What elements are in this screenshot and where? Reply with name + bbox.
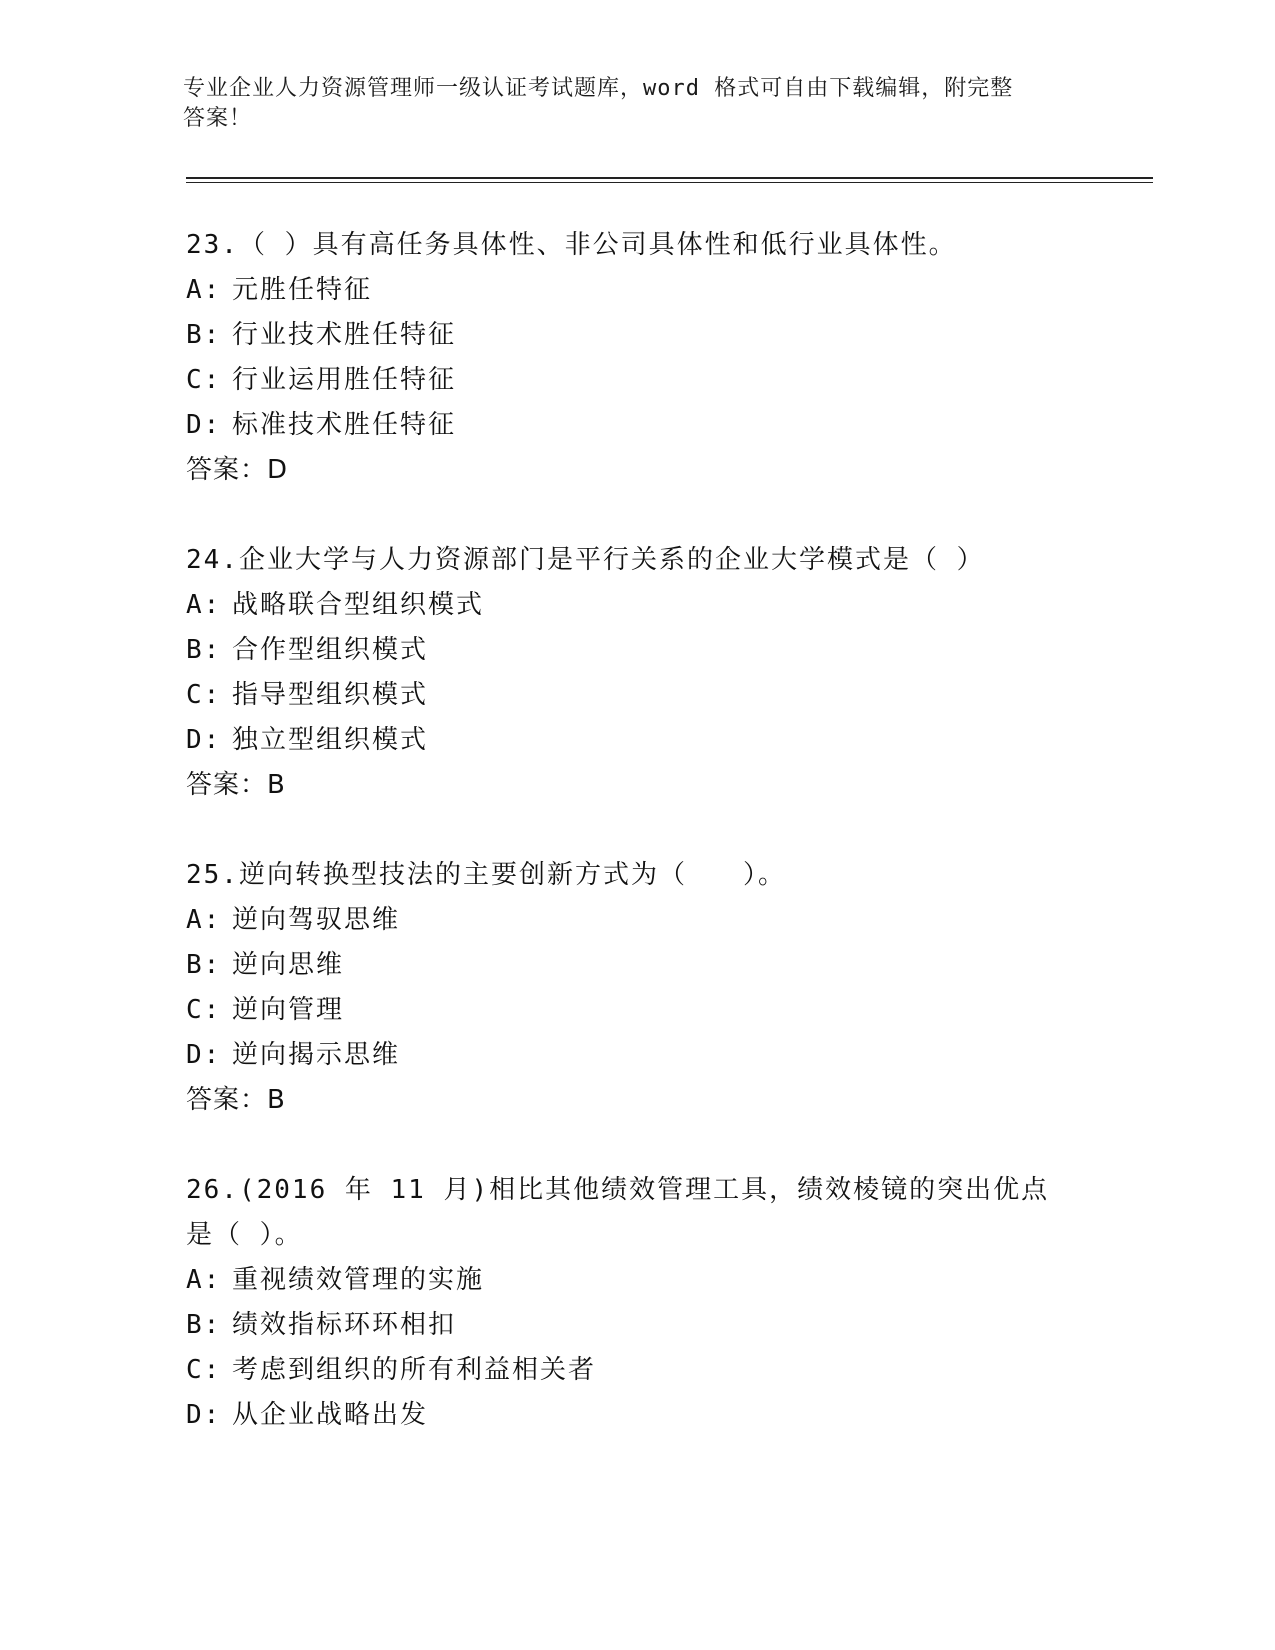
option-text: 标准技术胜任特征 (232, 410, 457, 440)
option-c (186, 673, 1086, 718)
option-a (186, 583, 1086, 628)
option-text: 合作型组织模式 (232, 635, 429, 665)
option-key: D: (186, 1040, 222, 1070)
header-divider-thin (186, 182, 1153, 183)
answer-line: 答案：B (186, 770, 286, 800)
question-text: 24.企业大学与人力资源部门是平行关系的企业大学模式是（ ） (186, 545, 985, 575)
option-text: 考虑到组织的所有利益相关者 (232, 1355, 597, 1385)
answer-line: 答案：B (186, 1085, 286, 1115)
option-d (186, 403, 1086, 448)
header-divider-thick (186, 177, 1153, 179)
option-b (186, 313, 1086, 358)
option-key: A: (186, 275, 222, 305)
option-text: 重视绩效管理的实施 (232, 1265, 485, 1295)
option-key: C: (186, 365, 222, 395)
question-text: 26.(2016 年 11 月)相比其他绩效管理工具，绩效棱镜的突出优点是（ ）。 (186, 1175, 1050, 1250)
header-line-2: 答案！ (183, 106, 253, 131)
option-key: B: (186, 1310, 222, 1340)
option-b (186, 943, 1086, 988)
option-key: B: (186, 635, 222, 665)
question-23 (186, 223, 1086, 493)
option-text: 元胜任特征 (232, 275, 373, 305)
option-key: B: (186, 320, 222, 350)
question-26 (186, 1168, 1086, 1438)
option-text: 从企业战略出发 (232, 1400, 429, 1430)
option-key: A: (186, 1265, 222, 1295)
option-text: 逆向思维 (232, 950, 345, 980)
option-key: C: (186, 680, 222, 710)
option-key: C: (186, 1355, 222, 1385)
option-c (186, 1348, 1086, 1393)
question-text: 25.逆向转换型技法的主要创新方式为（ ）。 (186, 860, 786, 890)
option-key: C: (186, 995, 222, 1025)
option-key: B: (186, 950, 222, 980)
option-a (186, 898, 1086, 943)
option-key: A: (186, 905, 222, 935)
question-text: 23.（ ）具有高任务具体性、非公司具体性和低行业具体性。 (186, 230, 957, 260)
option-text: 行业技术胜任特征 (232, 320, 457, 350)
option-b (186, 1303, 1086, 1348)
option-text: 行业运用胜任特征 (232, 365, 457, 395)
answer-line: 答案：D (186, 455, 289, 485)
option-d (186, 1033, 1086, 1078)
header-line-1: 专业企业人力资源管理师一级认证考试题库，word 格式可自由下载编辑，附完整 (183, 76, 1014, 101)
option-key: D: (186, 1400, 222, 1430)
document-header (183, 74, 1083, 134)
option-c (186, 988, 1086, 1033)
question-24 (186, 538, 1086, 808)
option-key: D: (186, 725, 222, 755)
option-c (186, 358, 1086, 403)
option-key: D: (186, 410, 222, 440)
option-b (186, 628, 1086, 673)
option-text: 逆向揭示思维 (232, 1040, 401, 1070)
option-text: 绩效指标环环相扣 (232, 1310, 457, 1340)
option-text: 指导型组织模式 (232, 680, 429, 710)
question-25 (186, 853, 1086, 1123)
option-d (186, 718, 1086, 763)
option-a (186, 1258, 1086, 1303)
option-key: A: (186, 590, 222, 620)
option-text: 逆向驾驭思维 (232, 905, 401, 935)
option-text: 逆向管理 (232, 995, 345, 1025)
option-a (186, 268, 1086, 313)
option-d (186, 1393, 1086, 1438)
option-text: 独立型组织模式 (232, 725, 429, 755)
option-text: 战略联合型组织模式 (232, 590, 485, 620)
